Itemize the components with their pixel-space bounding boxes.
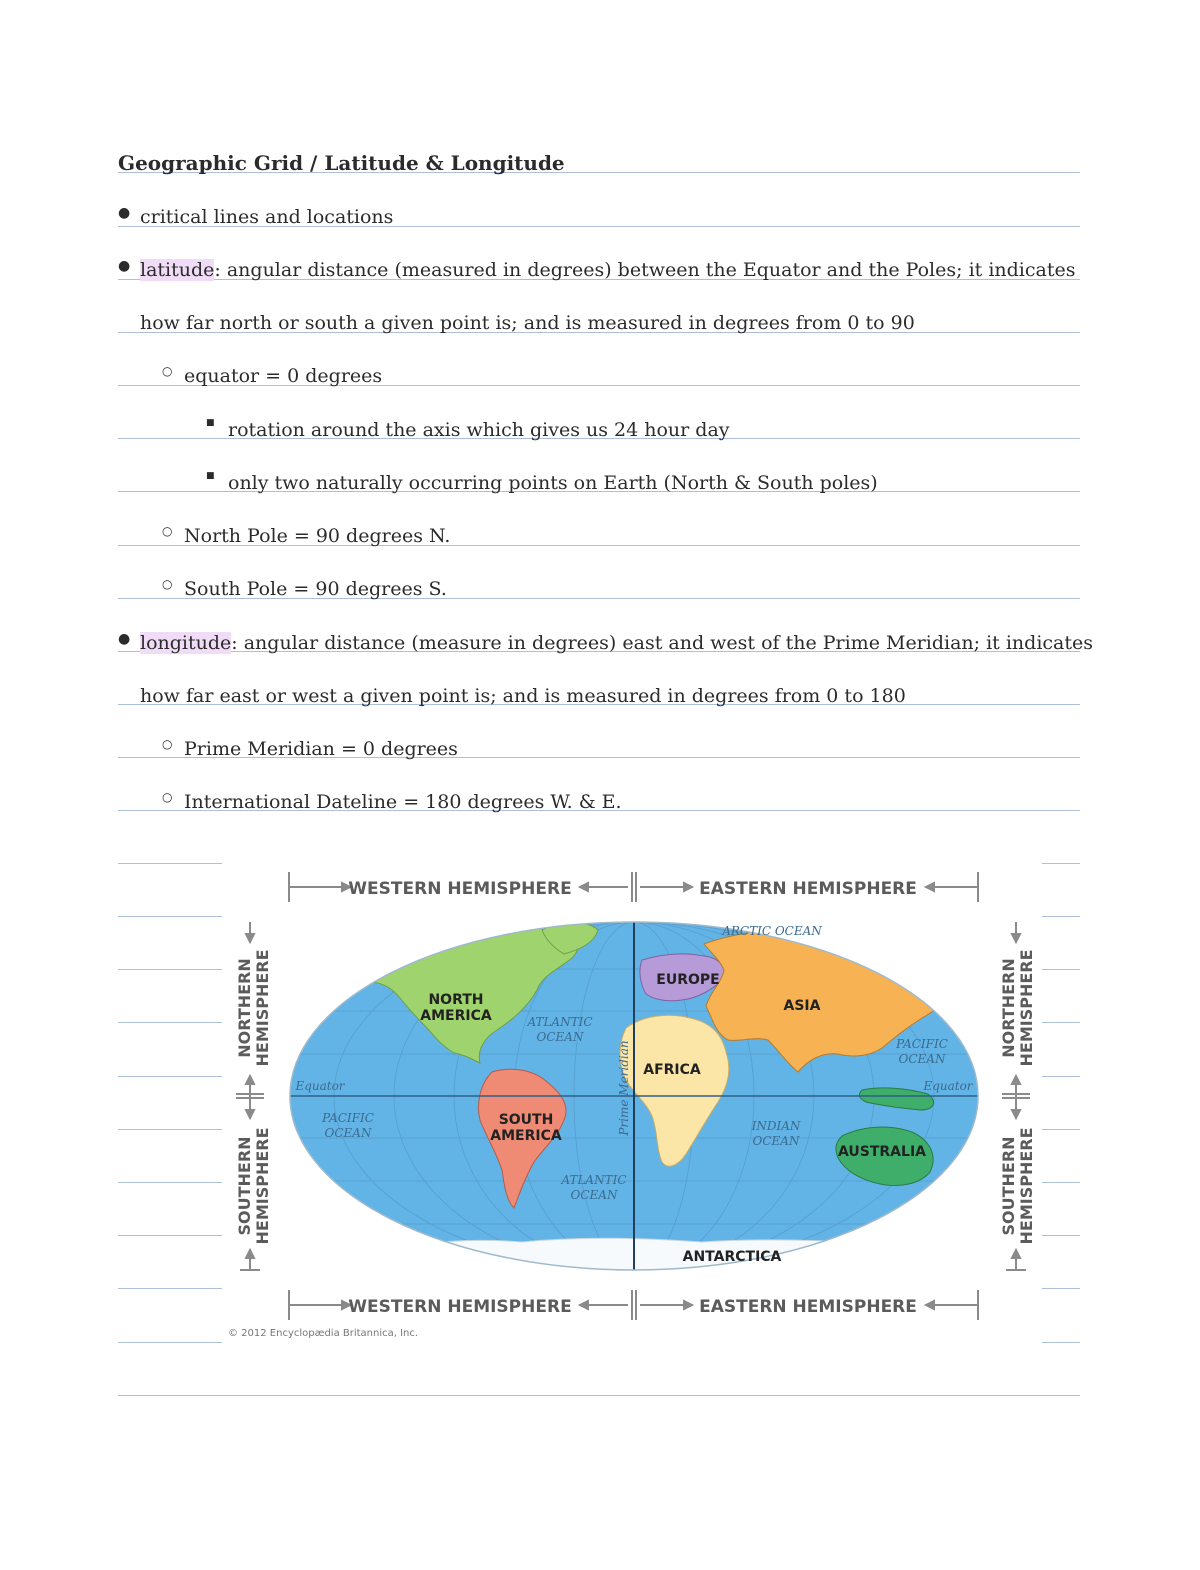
bullet-square: ■ xyxy=(206,418,215,428)
hemisphere-label: HEMISPHERE xyxy=(1017,1127,1036,1245)
northern-hemisphere-label-left xyxy=(235,949,272,1066)
atlantic-ocean-label: ATLANTIC xyxy=(527,1015,593,1029)
equator-label: Equator xyxy=(295,1079,345,1093)
bullet-square: ■ xyxy=(206,471,215,481)
ruled-line xyxy=(118,1129,222,1130)
europe-label: EUROPE xyxy=(656,972,720,988)
list-item-continuation: how far north or south a given point is; and is measured in degrees from 0 to 90 xyxy=(140,312,915,334)
north-america-label: AMERICA xyxy=(420,1008,492,1024)
ruled-line xyxy=(1042,863,1080,864)
antarctica-label: ANTARCTICA xyxy=(682,1249,782,1265)
list-item: Prime Meridian = 0 degrees xyxy=(184,738,458,760)
list-item: North Pole = 90 degrees N. xyxy=(184,525,451,547)
ruled-line xyxy=(1042,1182,1080,1183)
indian-ocean-label: INDIAN xyxy=(751,1119,801,1133)
southern-hemisphere-label-left xyxy=(235,1127,272,1244)
eastern-hemisphere-label-bottom: EASTERN HEMISPHERE xyxy=(699,1297,917,1317)
western-hemisphere-label-bottom: WESTERN HEMISPHERE xyxy=(348,1297,572,1317)
southern-label: SOUTHERN xyxy=(235,1136,254,1236)
prime-meridian-label: Prime Meridian xyxy=(617,1040,631,1136)
western-hemisphere-label-top: WESTERN HEMISPHERE xyxy=(348,879,572,899)
ruled-line xyxy=(118,1076,222,1077)
indian-ocean-label: OCEAN xyxy=(752,1134,800,1148)
bullet-circle: ○ xyxy=(162,737,173,751)
australia-label: AUSTRALIA xyxy=(838,1144,926,1160)
southern-label: SOUTHERN xyxy=(999,1136,1018,1236)
hemisphere-label: HEMISPHERE xyxy=(1017,949,1036,1067)
highlighted-term: longitude xyxy=(140,632,232,654)
bullet-circle: ○ xyxy=(162,790,173,804)
pacific-ocean-label: PACIFIC xyxy=(322,1111,374,1125)
arctic-ocean-label: ARCTIC OCEAN xyxy=(722,924,822,938)
equator-label: Equator xyxy=(923,1079,973,1093)
list-item: equator = 0 degrees xyxy=(184,365,383,387)
atlantic-ocean-label: ATLANTIC xyxy=(561,1173,627,1187)
africa-label: AFRICA xyxy=(643,1062,701,1078)
pacific-ocean-label: PACIFIC xyxy=(896,1037,948,1051)
ruled-line xyxy=(118,916,222,917)
north-america-label: NORTH xyxy=(428,992,484,1008)
northern-label: NORTHERN xyxy=(999,958,1018,1058)
bullet-circle: ○ xyxy=(162,364,173,378)
list-item: South Pole = 90 degrees S. xyxy=(184,578,447,600)
ruled-line xyxy=(118,1022,222,1023)
eastern-hemisphere-label-top: EASTERN HEMISPHERE xyxy=(699,879,917,899)
bullet-circle: ○ xyxy=(162,577,173,591)
hemisphere-label: HEMISPHERE xyxy=(253,949,272,1067)
term-definition: : angular distance (measure in degrees) east and west of the Prime Meridian; it indicates xyxy=(231,632,1093,654)
southern-hemisphere-label-right xyxy=(999,1127,1036,1244)
asia-label: ASIA xyxy=(783,998,821,1014)
list-item: rotation around the axis which gives us 24 hour day xyxy=(228,419,730,441)
ruled-line xyxy=(1042,969,1080,970)
ruled-line xyxy=(1042,1022,1080,1023)
world-map-figure xyxy=(222,858,1042,1344)
northern-label: NORTHERN xyxy=(235,958,254,1058)
page-title: Geographic Grid / Latitude & Longitude xyxy=(118,151,565,175)
bullet-dot: ● xyxy=(118,205,131,221)
northern-hemisphere-label-right xyxy=(999,949,1036,1066)
ruled-line xyxy=(1042,1288,1080,1289)
bullet-dot: ● xyxy=(118,631,131,647)
ruled-line xyxy=(118,1395,1080,1396)
hemisphere-label: HEMISPHERE xyxy=(253,1127,272,1245)
ruled-line xyxy=(118,1288,222,1289)
ruled-line xyxy=(1042,1076,1080,1077)
pacific-ocean-label: OCEAN xyxy=(898,1052,946,1066)
term-definition: : angular distance (measured in degrees) between the Equator and the Poles; it indicates xyxy=(214,259,1076,281)
bullet-circle: ○ xyxy=(162,524,173,538)
south-america-label: SOUTH xyxy=(498,1112,554,1128)
highlighted-term: latitude xyxy=(140,259,215,281)
list-item-continuation: how far east or west a given point is; and is measured in degrees from 0 to 180 xyxy=(140,685,906,707)
atlantic-ocean-label: OCEAN xyxy=(536,1030,584,1044)
ruled-line xyxy=(1042,1235,1080,1236)
list-item: only two naturally occurring points on Earth (North & South poles) xyxy=(228,472,878,494)
list-item: critical lines and locations xyxy=(140,206,394,228)
ruled-line xyxy=(118,1182,222,1183)
world-map xyxy=(222,858,1042,1344)
ruled-line xyxy=(118,863,222,864)
list-item: International Dateline = 180 degrees W. & E. xyxy=(184,791,622,813)
copyright-text: © 2012 Encyclopædia Britannica, Inc. xyxy=(228,1328,419,1339)
ruled-line xyxy=(118,1235,222,1236)
list-item xyxy=(140,258,1075,282)
ruled-line xyxy=(118,969,222,970)
ruled-line xyxy=(1042,916,1080,917)
list-item xyxy=(140,631,1093,655)
bullet-dot: ● xyxy=(118,258,131,274)
south-america-label: AMERICA xyxy=(490,1128,562,1144)
atlantic-ocean-label: OCEAN xyxy=(570,1188,618,1202)
ruled-line xyxy=(1042,1129,1080,1130)
pacific-ocean-label: OCEAN xyxy=(324,1126,372,1140)
